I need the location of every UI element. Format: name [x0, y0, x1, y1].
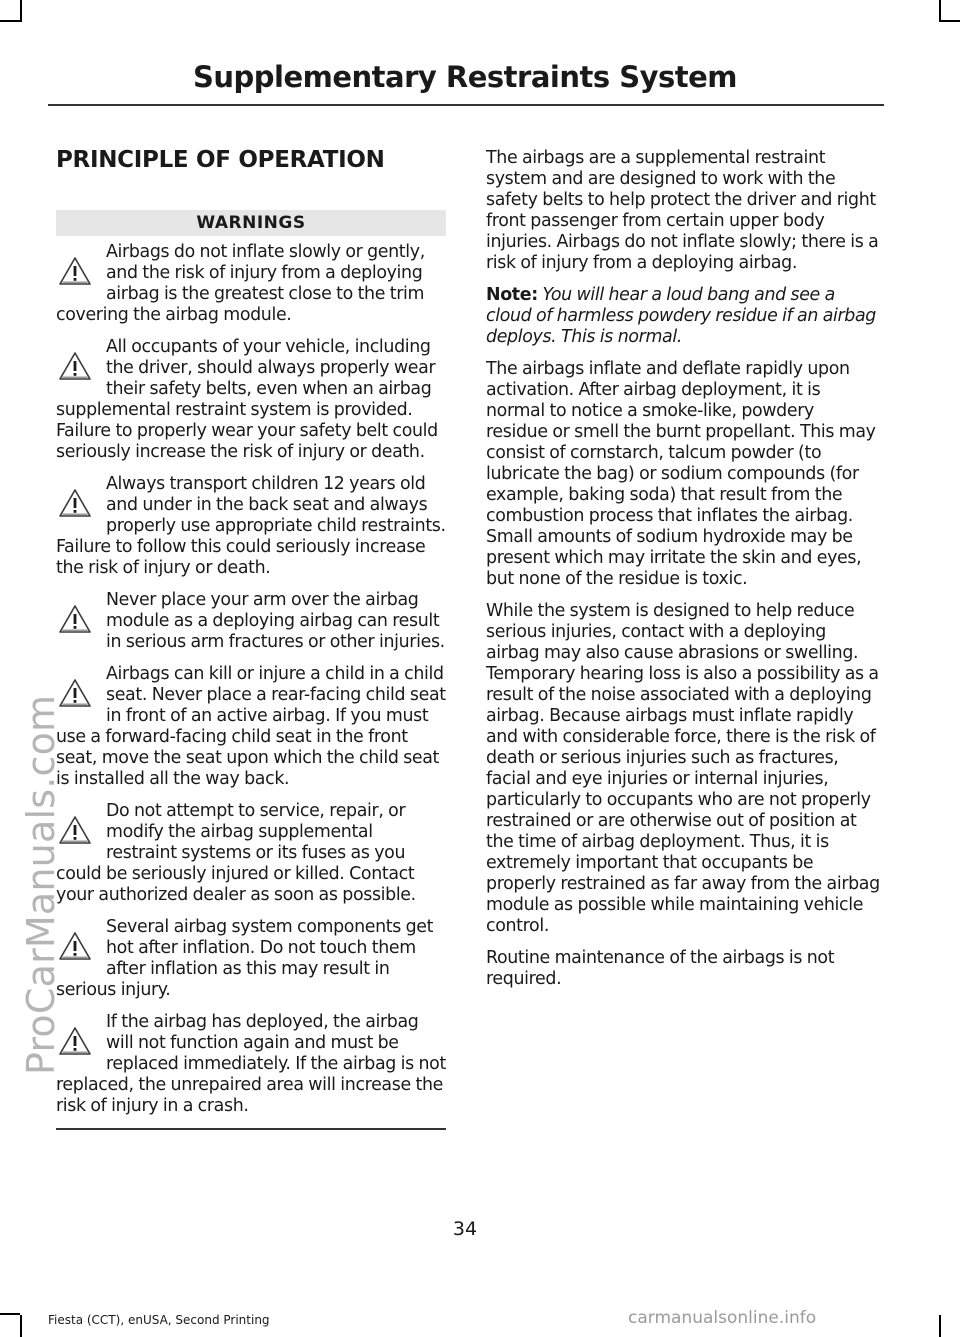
warning-text: All occupants of your vehicle, including the driver, should always properly wear their safety belts, even when an airbag supplemental restraint system is provided. Failure to properly wear your safety belt could seriously increase the risk of injury or death. [56, 337, 438, 462]
warning-list [56, 242, 446, 1117]
warning-item [56, 474, 446, 579]
crop-mark [0, 20, 20, 22]
watermark-bottom: carmanualsonline.info [628, 1308, 817, 1328]
warning-text: Always transport children 12 years old and under in the back seat and always properly use appropriate child restraints. Failure to follow this could seriously increase the risk of injury or death. [56, 474, 446, 578]
crop-mark [939, 1315, 941, 1337]
crop-mark [939, 0, 941, 22]
warning-item [56, 242, 446, 326]
warning-triangle-icon [58, 604, 92, 634]
crop-mark [0, 1313, 20, 1315]
warning-triangle-icon [58, 815, 92, 845]
warning-text: Airbags can kill or injure a child in a child seat. Never place a rear-facing child seat in front of an active airbag. If you must use a forward-facing child seat in the front seat, move the seat upon which the child seat is installed all the way back. [56, 664, 446, 789]
right-column [486, 148, 880, 1001]
warning-triangle-icon [58, 1026, 92, 1056]
warning-item [56, 337, 446, 463]
warning-text: Do not attempt to service, repair, or modify the airbag supplemental restraint systems or its fuses as you could be seriously injured or killed. Contact your authorized dealer as soon as possible. [56, 801, 416, 905]
paragraph: The airbags inflate and deflate rapidly upon activation. After airbag deployment, it is normal to notice a smoke-like, powdery residue or smell the burnt propellant. This may consist of cornstarch, talcum powder (to lubricate the bag) or sodium compounds (for example, baking soda) that result from the combustion process that inflates the airbag. Small amounts of sodium hydroxide may be present which may irritate the skin and eyes, but none of the residue is toxic. [486, 359, 876, 589]
warning-item [56, 1012, 446, 1117]
crop-mark [941, 20, 960, 22]
paragraph: Routine maintenance of the airbags is not required. [486, 948, 835, 989]
section-heading: PRINCIPLE OF OPERATION [56, 147, 385, 173]
warning-triangle-icon [58, 256, 92, 286]
warning-item [56, 664, 446, 790]
footer-edition: Fiesta (CCT), enUSA, Second Printing [48, 1313, 270, 1327]
warning-text: Airbags do not inflate slowly or gently, and the risk of injury from a deploying airbag is the greatest close to the trim covering the airbag module. [56, 242, 425, 325]
warning-item [56, 801, 446, 906]
page-header-title: Supplementary Restraints System [192, 60, 738, 94]
warning-triangle-icon [58, 678, 92, 708]
warning-text: Never place your arm over the airbag module as a deploying airbag can result in serious arm fractures or other injuries. [106, 590, 445, 652]
paragraph: The airbags are a supplemental restraint system and are designed to work with the safety belts to help protect the driver and right front passenger from certain upper body injuries. Airbags do not inflate slowly; there is a risk of injury from a deploying airbag. [486, 148, 879, 273]
warnings-end-rule [56, 1128, 446, 1130]
warning-text: Several airbag system components get hot after inflation. Do not touch them after inflation as this may result in serious injury. [56, 917, 434, 1000]
crop-mark [20, 1315, 22, 1337]
paragraph: While the system is designed to help reduce serious injuries, contact with a deploying airbag may also cause abrasions or swelling. Temporary hearing loss is also a possibility as a result of the noise associated with a deploying airbag. Because airbags must inflate rapidly and with considerable force, there is the risk of death or serious injuries such as fractures, facial and eye injuries or internal injuries, particularly to occupants who are not properly restrained or are otherwise out of position at the time of airbag deployment. Thus, it is extremely important that occupants be properly restrained as far away from the airbag module as possible while maintaining vehicle control. [486, 601, 880, 936]
note [486, 285, 880, 348]
warning-item [56, 590, 446, 653]
crop-mark [20, 0, 22, 22]
note-label: Note: [486, 285, 538, 305]
warning-item [56, 917, 446, 1001]
left-column [56, 146, 446, 1130]
page-number: 34 [452, 1218, 478, 1240]
warning-triangle-icon [58, 351, 92, 381]
watermark-side: ProCarManuals.com [19, 694, 63, 1075]
warnings-label: WARNINGS [56, 210, 446, 236]
note-text: You will hear a loud bang and see a cloud of harmless powdery residue if an airbag deploys. This is normal. [486, 285, 876, 347]
header-rule [48, 104, 884, 106]
warning-text: If the airbag has deployed, the airbag will not function again and must be replaced immediately. If the airbag is not replaced, the unrepaired area will increase the risk of injury in a crash. [56, 1012, 446, 1116]
warning-triangle-icon [58, 931, 92, 961]
warning-triangle-icon [58, 488, 92, 518]
